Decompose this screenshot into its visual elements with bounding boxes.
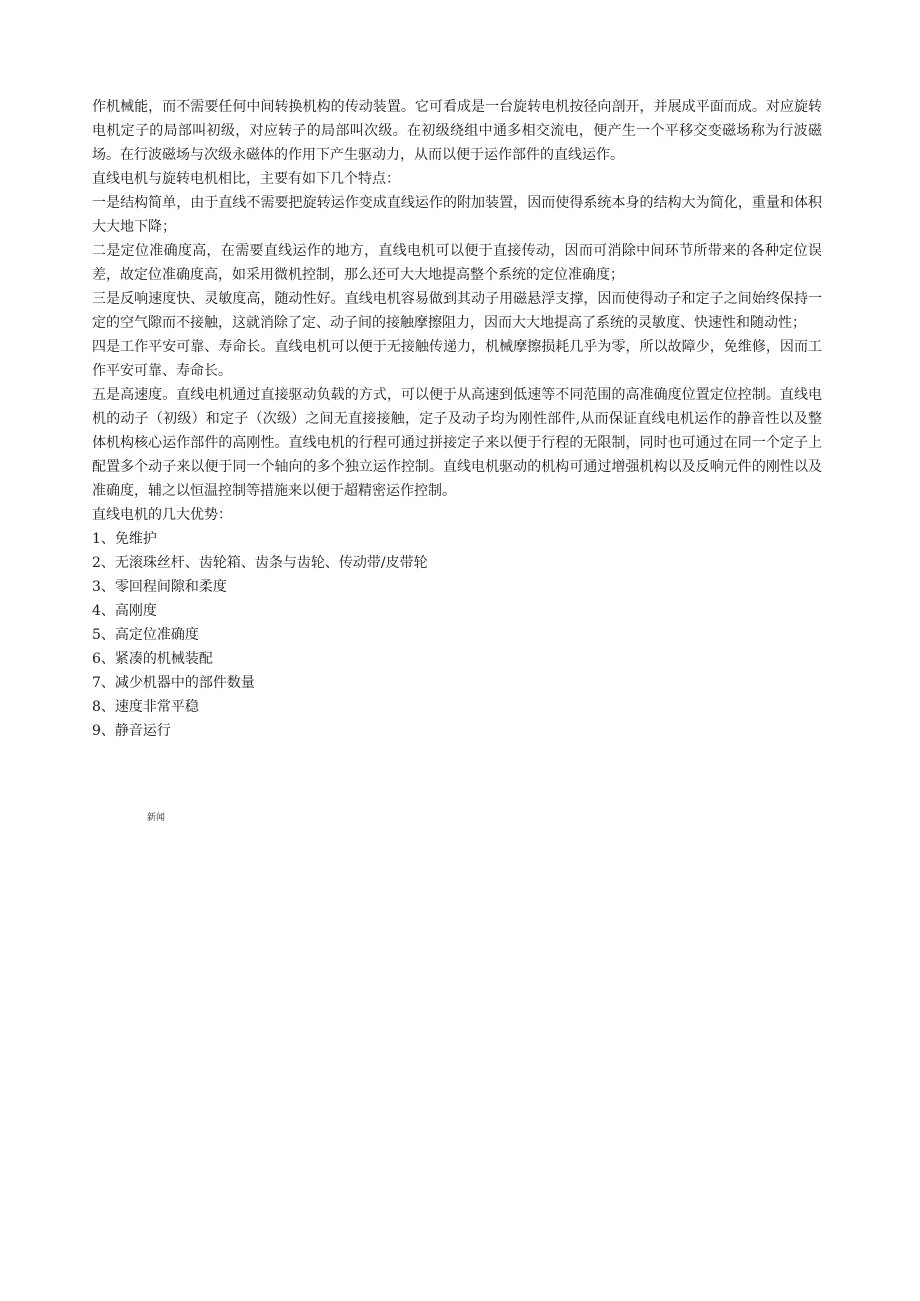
intro-paragraph: 作机械能，而不需要任何中间转换机构的传动装置。它可看成是一台旋转电机按径向剖开，并展成平面而成。对应旋转电机定子的局部叫初级，对应转子的局部叫次级。在初级绕组中通多相交流电，便产生一个平移交变磁场称为行波磁场。在行波磁场与次级永磁体的作用下产生驱动力，从而以便于运作部件的直线运作。 [92, 99, 822, 163]
list-item: 3、零回程间隙和柔度 [92, 579, 227, 595]
advantages-list [92, 527, 822, 743]
feature-structure: 一是结构简单，由于直线不需要把旋转运作变成直线运作的附加装置，因而使得系统本身的结构大为简化，重量和体积大大地下降； [92, 195, 822, 235]
list-item: 9、静音运行 [92, 723, 171, 739]
advantages-heading: 直线电机的几大优势： [92, 507, 232, 523]
features-heading: 直线电机与旋转电机相比，主要有如下几个特点： [92, 171, 400, 187]
list-item: 5、高定位准确度 [92, 627, 199, 643]
list-item: 6、紧凑的机械装配 [92, 651, 213, 667]
list-item: 2、无滚珠丝杆、齿轮箱、齿条与齿轮、传动带/皮带轮 [92, 555, 428, 571]
list-item: 1、免维护 [92, 531, 157, 547]
document-body [92, 95, 822, 743]
list-item: 4、高刚度 [92, 603, 157, 619]
feature-speed: 五是高速度。直线电机通过直接驱动负载的方式，可以便于从高速到低速等不同范围的高准确度位置定位控制。直线电机的动子（初级）和定子（次级）之间无直接接触，定子及动子均为刚性部件,从而保证直线电机运作的静音性以及整体机构核心运作部件的高刚性。直线电机的行程可通过拼接定子来以便于行程的无限制，同时也可通过在同一个定子上配置多个动子来以便于同一个轴向的多个独立运作控制。直线电机驱动的机构可通过增强机构以及反响元件的刚性以及准确度，辅之以恒温控制等措施来以便于超精密运作控制。 [92, 387, 822, 499]
list-item: 8、速度非常平稳 [92, 699, 199, 715]
feature-accuracy: 二是定位准确度高，在需要直线运作的地方，直线电机可以便于直接传动，因而可消除中间环节所带来的各种定位误差，故定位准确度高，如采用微机控制，那么还可大大地提高整个系统的定位准确度； [92, 243, 822, 283]
list-item: 7、减少机器中的部件数量 [92, 675, 255, 691]
feature-reliability: 四是工作平安可靠、寿命长。直线电机可以便于无接触传递力，机械摩擦损耗几乎为零，所以故障少，免维修，因而工作平安可靠、寿命长。 [92, 339, 822, 379]
footer-tag: 新闻 [147, 813, 166, 823]
feature-response: 三是反响速度快、灵敏度高，随动性好。直线电机容易做到其动子用磁悬浮支撑，因而使得动子和定子之间始终保持一定的空气隙而不接触，这就消除了定、动子间的接触摩擦阻力，因而大大地提高了系统的灵敏度、快速性和随动性； [92, 291, 822, 331]
